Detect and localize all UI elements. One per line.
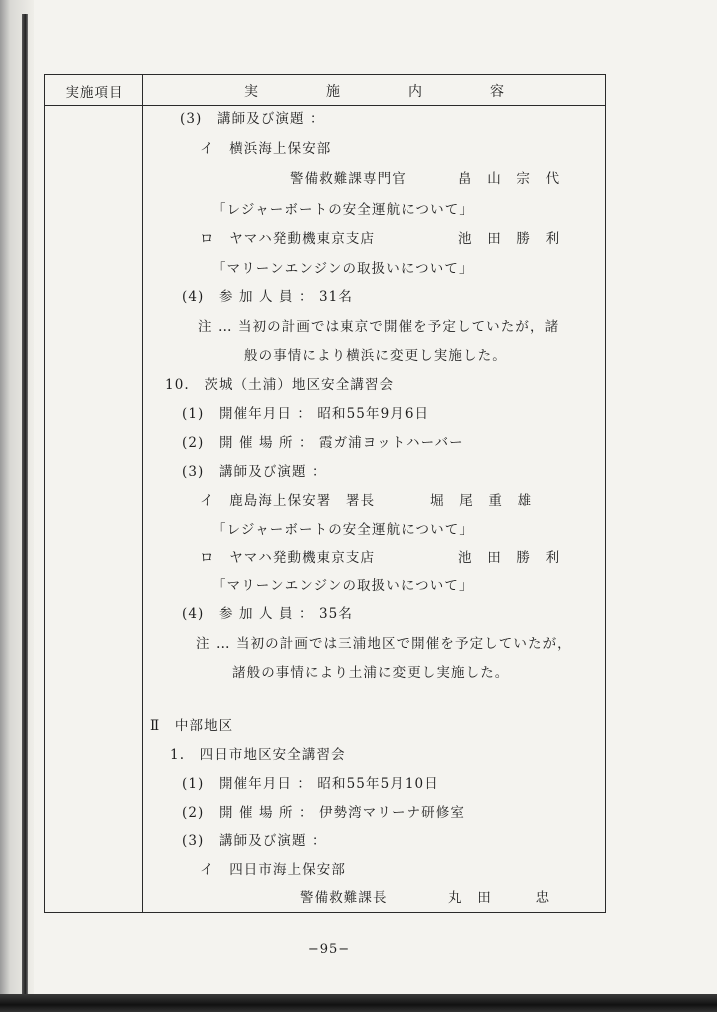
event-date: (1) 開催年月日 ： 昭和55年9月6日 xyxy=(182,406,430,422)
header-char: 内 xyxy=(408,84,422,100)
speaker-org: イ 鹿島海上保安署 署長 xyxy=(200,493,376,509)
section-heading: (3) 講師及び演題 ： xyxy=(180,111,325,127)
speaker-org: イ 四日市海上保安部 xyxy=(200,862,346,878)
note-line: 注 … 当初の計画では三浦地区で開催を予定していたが， xyxy=(196,636,572,652)
speaker-org: イ 横浜海上保安部 xyxy=(200,141,332,157)
lecture-title: 「マリーンエンジンの取扱いについて」 xyxy=(212,578,474,594)
header-char: 実 xyxy=(244,84,258,100)
header-divider xyxy=(45,105,605,106)
speaker-title: 警備救難課専門官 xyxy=(290,171,407,187)
participant-count: (4) 参 加 人 員 ： 31名 xyxy=(182,289,353,305)
column-header-content xyxy=(244,81,504,101)
note-line: 般の事情により横浜に変更し実施した。 xyxy=(244,348,507,364)
region-heading: Ⅱ 中部地区 xyxy=(150,718,234,734)
lecture-title: 「レジャーボートの安全運航について」 xyxy=(212,202,474,218)
page-left-shadow xyxy=(0,0,34,1012)
speaker-name: 池 田 勝 利 xyxy=(458,231,561,247)
speaker-name: 丸 田 忠 xyxy=(448,890,551,906)
speaker-name: 畠 山 宗 代 xyxy=(458,171,561,187)
note-line: 諸般の事情により土浦に変更し実施した。 xyxy=(232,665,510,681)
section-heading: (3) 講師及び演題 ： xyxy=(182,833,327,849)
header-char: 施 xyxy=(326,84,340,100)
speaker-org: ロ ヤマハ発動機東京支店 xyxy=(200,550,376,566)
speaker-name: 堀 尾 重 雄 xyxy=(430,493,533,509)
column-divider xyxy=(142,75,143,912)
page-number: −95− xyxy=(307,942,351,957)
participant-count: (4) 参 加 人 員 ： 35名 xyxy=(182,606,353,622)
lecture-title: 「マリーンエンジンの取扱いについて」 xyxy=(212,261,474,277)
event-date: (1) 開催年月日 ： 昭和55年5月10日 xyxy=(182,776,439,792)
section-title: 1. 四日市地区安全講習会 xyxy=(170,747,346,763)
note-line: 注 … 当初の計画では東京で開催を予定していたが，諸 xyxy=(198,319,560,335)
event-venue: (2) 開 催 場 所 ： 伊勢湾マリーナ研修室 xyxy=(182,805,465,821)
speaker-name: 池 田 勝 利 xyxy=(458,550,561,566)
speaker-org: ロ ヤマハ発動機東京支店 xyxy=(200,231,376,247)
lecture-title: 「レジャーボートの安全運航について」 xyxy=(212,522,474,538)
page-bottom-shadow xyxy=(0,994,717,1012)
speaker-title: 警備救難課長 xyxy=(300,890,388,906)
section-heading: (3) 講師及び演題 ： xyxy=(182,464,327,480)
section-title: 10. 茨城（土浦）地区安全講習会 xyxy=(165,377,395,393)
binding-spine xyxy=(22,14,28,1004)
header-char: 容 xyxy=(490,84,504,100)
column-header-item: 実施項目 xyxy=(65,85,124,101)
event-venue: (2) 開 催 場 所 ： 霞ガ浦ヨットハーバー xyxy=(182,435,464,451)
